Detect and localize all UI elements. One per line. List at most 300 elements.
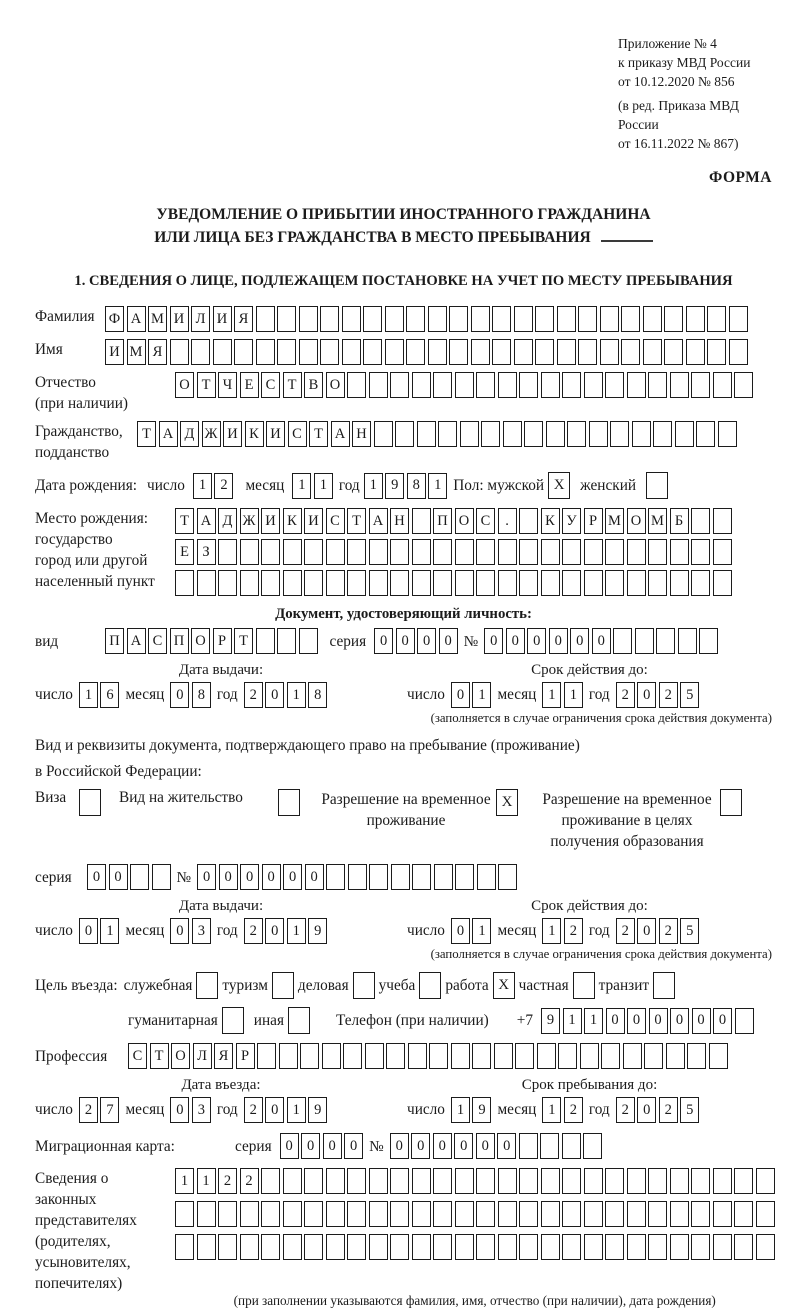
char-cell[interactable]: 0 <box>527 628 546 654</box>
char-cell[interactable]: 3 <box>192 1097 211 1123</box>
char-cell[interactable]: М <box>648 508 667 534</box>
char-cell[interactable] <box>707 306 726 332</box>
char-cell[interactable] <box>600 306 619 332</box>
char-cell[interactable]: 0 <box>637 918 656 944</box>
char-cell[interactable] <box>540 1133 559 1159</box>
char-cell[interactable]: П <box>170 628 189 654</box>
char-cell[interactable]: Т <box>197 372 216 398</box>
char-cell[interactable]: 0 <box>570 628 589 654</box>
char-cell[interactable] <box>713 1201 732 1227</box>
purpose-transit-checkbox[interactable] <box>653 972 675 999</box>
char-cell[interactable] <box>476 372 495 398</box>
char-cell[interactable] <box>643 339 662 365</box>
char-cell[interactable]: 0 <box>197 864 216 890</box>
char-cell[interactable] <box>347 570 366 596</box>
char-cell[interactable] <box>412 1201 431 1227</box>
char-cell[interactable] <box>455 372 474 398</box>
char-cell[interactable] <box>175 1234 194 1260</box>
char-cell[interactable]: И <box>105 339 124 365</box>
char-cell[interactable]: И <box>223 421 242 447</box>
purpose-humanitarian-checkbox[interactable] <box>222 1007 244 1034</box>
char-cell[interactable] <box>240 1234 259 1260</box>
char-cell[interactable] <box>578 306 597 332</box>
char-cell[interactable] <box>322 1043 341 1069</box>
char-cell[interactable] <box>756 1168 775 1194</box>
char-cell[interactable] <box>218 570 237 596</box>
visa-checkbox[interactable] <box>79 789 101 816</box>
char-cell[interactable] <box>584 570 603 596</box>
char-cell[interactable] <box>428 306 447 332</box>
char-cell[interactable] <box>699 628 718 654</box>
char-cell[interactable]: 2 <box>616 1097 635 1123</box>
char-cell[interactable] <box>455 1201 474 1227</box>
char-cell[interactable]: 1 <box>563 1008 582 1034</box>
char-cell[interactable] <box>326 539 345 565</box>
char-cell[interactable] <box>514 306 533 332</box>
char-cell[interactable]: 1 <box>564 682 583 708</box>
char-cell[interactable]: М <box>605 508 624 534</box>
char-cell[interactable]: Т <box>137 421 156 447</box>
char-cell[interactable] <box>713 570 732 596</box>
char-cell[interactable]: И <box>261 508 280 534</box>
char-cell[interactable] <box>627 539 646 565</box>
char-cell[interactable]: У <box>562 508 581 534</box>
char-cell[interactable] <box>433 539 452 565</box>
char-cell[interactable]: 8 <box>308 682 327 708</box>
char-cell[interactable]: 0 <box>79 918 98 944</box>
char-cell[interactable] <box>648 1168 667 1194</box>
char-cell[interactable] <box>632 421 651 447</box>
char-cell[interactable] <box>299 628 318 654</box>
char-cell[interactable] <box>541 539 560 565</box>
char-cell[interactable]: 1 <box>79 682 98 708</box>
char-cell[interactable] <box>718 421 737 447</box>
char-cell[interactable] <box>369 864 388 890</box>
char-cell[interactable] <box>342 306 361 332</box>
char-cell[interactable] <box>408 1043 427 1069</box>
char-cell[interactable]: 2 <box>244 682 263 708</box>
char-cell[interactable] <box>369 1234 388 1260</box>
char-cell[interactable]: 0 <box>265 1097 284 1123</box>
char-cell[interactable] <box>519 570 538 596</box>
char-cell[interactable] <box>648 372 667 398</box>
char-cell[interactable]: Я <box>214 1043 233 1069</box>
char-cell[interactable] <box>412 372 431 398</box>
char-cell[interactable] <box>326 1168 345 1194</box>
char-cell[interactable]: 8 <box>407 473 426 499</box>
char-cell[interactable] <box>635 628 654 654</box>
char-cell[interactable]: 3 <box>192 918 211 944</box>
char-cell[interactable] <box>524 421 543 447</box>
char-cell[interactable] <box>605 539 624 565</box>
char-cell[interactable] <box>648 539 667 565</box>
char-cell[interactable] <box>519 539 538 565</box>
char-cell[interactable]: 0 <box>396 628 415 654</box>
char-cell[interactable] <box>433 570 452 596</box>
char-cell[interactable] <box>304 1201 323 1227</box>
char-cell[interactable] <box>498 1168 517 1194</box>
char-cell[interactable]: И <box>266 421 285 447</box>
char-cell[interactable] <box>541 1201 560 1227</box>
char-cell[interactable]: С <box>476 508 495 534</box>
char-cell[interactable] <box>584 372 603 398</box>
char-cell[interactable] <box>256 306 275 332</box>
char-cell[interactable] <box>535 306 554 332</box>
char-cell[interactable]: 0 <box>323 1133 342 1159</box>
char-cell[interactable]: 0 <box>637 682 656 708</box>
residence-permit-checkbox[interactable] <box>278 789 300 816</box>
char-cell[interactable]: 0 <box>649 1008 668 1034</box>
char-cell[interactable] <box>707 339 726 365</box>
char-cell[interactable]: 0 <box>692 1008 711 1034</box>
char-cell[interactable] <box>691 1168 710 1194</box>
char-cell[interactable]: Т <box>150 1043 169 1069</box>
char-cell[interactable] <box>691 570 710 596</box>
char-cell[interactable] <box>406 306 425 332</box>
char-cell[interactable] <box>562 539 581 565</box>
char-cell[interactable] <box>600 339 619 365</box>
char-cell[interactable] <box>347 1201 366 1227</box>
char-cell[interactable] <box>713 1234 732 1260</box>
char-cell[interactable]: И <box>304 508 323 534</box>
char-cell[interactable]: 1 <box>100 918 119 944</box>
char-cell[interactable] <box>391 864 410 890</box>
char-cell[interactable] <box>451 1043 470 1069</box>
char-cell[interactable]: Ф <box>105 306 124 332</box>
char-cell[interactable] <box>584 1168 603 1194</box>
char-cell[interactable] <box>218 1234 237 1260</box>
char-cell[interactable]: 2 <box>244 1097 263 1123</box>
char-cell[interactable] <box>627 1201 646 1227</box>
char-cell[interactable]: 1 <box>542 1097 561 1123</box>
char-cell[interactable] <box>283 539 302 565</box>
char-cell[interactable] <box>476 570 495 596</box>
char-cell[interactable] <box>621 306 640 332</box>
char-cell[interactable]: 2 <box>79 1097 98 1123</box>
char-cell[interactable] <box>449 339 468 365</box>
char-cell[interactable] <box>455 1234 474 1260</box>
char-cell[interactable]: З <box>197 539 216 565</box>
char-cell[interactable] <box>218 539 237 565</box>
char-cell[interactable] <box>385 339 404 365</box>
char-cell[interactable] <box>664 339 683 365</box>
char-cell[interactable]: 0 <box>484 628 503 654</box>
char-cell[interactable] <box>365 1043 384 1069</box>
purpose-study-checkbox[interactable] <box>419 972 441 999</box>
char-cell[interactable]: К <box>245 421 264 447</box>
char-cell[interactable] <box>670 372 689 398</box>
char-cell[interactable] <box>713 539 732 565</box>
char-cell[interactable] <box>347 372 366 398</box>
char-cell[interactable] <box>363 306 382 332</box>
char-cell[interactable]: 0 <box>713 1008 732 1034</box>
char-cell[interactable] <box>541 372 560 398</box>
char-cell[interactable]: Я <box>148 339 167 365</box>
char-cell[interactable]: 0 <box>170 918 189 944</box>
char-cell[interactable] <box>347 1168 366 1194</box>
char-cell[interactable] <box>670 1168 689 1194</box>
char-cell[interactable] <box>557 306 576 332</box>
char-cell[interactable]: Ж <box>240 508 259 534</box>
char-cell[interactable]: 0 <box>451 918 470 944</box>
char-cell[interactable]: Е <box>175 539 194 565</box>
char-cell[interactable]: 1 <box>287 682 306 708</box>
char-cell[interactable] <box>583 1133 602 1159</box>
char-cell[interactable] <box>627 372 646 398</box>
char-cell[interactable] <box>170 339 189 365</box>
char-cell[interactable] <box>541 1168 560 1194</box>
char-cell[interactable]: М <box>148 306 167 332</box>
char-cell[interactable] <box>412 508 431 534</box>
char-cell[interactable] <box>696 421 715 447</box>
char-cell[interactable]: 0 <box>265 682 284 708</box>
char-cell[interactable]: . <box>498 508 517 534</box>
char-cell[interactable]: 9 <box>308 918 327 944</box>
char-cell[interactable] <box>412 1168 431 1194</box>
char-cell[interactable]: О <box>627 508 646 534</box>
char-cell[interactable] <box>433 1201 452 1227</box>
char-cell[interactable]: 2 <box>659 918 678 944</box>
char-cell[interactable]: М <box>127 339 146 365</box>
char-cell[interactable] <box>666 1043 685 1069</box>
char-cell[interactable] <box>567 421 586 447</box>
char-cell[interactable] <box>670 539 689 565</box>
char-cell[interactable]: 0 <box>476 1133 495 1159</box>
char-cell[interactable]: 0 <box>283 864 302 890</box>
char-cell[interactable] <box>605 570 624 596</box>
char-cell[interactable]: А <box>127 628 146 654</box>
char-cell[interactable] <box>300 1043 319 1069</box>
char-cell[interactable] <box>428 339 447 365</box>
char-cell[interactable]: 6 <box>100 682 119 708</box>
char-cell[interactable]: А <box>197 508 216 534</box>
char-cell[interactable] <box>535 339 554 365</box>
char-cell[interactable]: Д <box>218 508 237 534</box>
char-cell[interactable]: 0 <box>454 1133 473 1159</box>
char-cell[interactable] <box>648 1201 667 1227</box>
char-cell[interactable] <box>240 539 259 565</box>
char-cell[interactable] <box>623 1043 642 1069</box>
char-cell[interactable] <box>240 570 259 596</box>
char-cell[interactable] <box>369 570 388 596</box>
char-cell[interactable] <box>218 1201 237 1227</box>
char-cell[interactable]: А <box>127 306 146 332</box>
char-cell[interactable]: Н <box>352 421 371 447</box>
char-cell[interactable] <box>678 628 697 654</box>
char-cell[interactable] <box>412 570 431 596</box>
char-cell[interactable]: 1 <box>584 1008 603 1034</box>
char-cell[interactable] <box>299 306 318 332</box>
char-cell[interactable] <box>557 339 576 365</box>
char-cell[interactable]: 9 <box>472 1097 491 1123</box>
char-cell[interactable]: 0 <box>439 628 458 654</box>
char-cell[interactable] <box>756 1234 775 1260</box>
char-cell[interactable] <box>656 628 675 654</box>
char-cell[interactable] <box>304 539 323 565</box>
char-cell[interactable] <box>584 539 603 565</box>
char-cell[interactable] <box>686 306 705 332</box>
char-cell[interactable] <box>691 539 710 565</box>
char-cell[interactable]: А <box>331 421 350 447</box>
char-cell[interactable] <box>562 372 581 398</box>
char-cell[interactable] <box>498 539 517 565</box>
char-cell[interactable]: 1 <box>193 473 212 499</box>
char-cell[interactable] <box>691 1201 710 1227</box>
char-cell[interactable]: В <box>304 372 323 398</box>
char-cell[interactable] <box>691 508 710 534</box>
char-cell[interactable] <box>283 1201 302 1227</box>
char-cell[interactable] <box>240 1201 259 1227</box>
char-cell[interactable]: Я <box>234 306 253 332</box>
char-cell[interactable] <box>605 1168 624 1194</box>
char-cell[interactable] <box>578 339 597 365</box>
char-cell[interactable]: 1 <box>197 1168 216 1194</box>
char-cell[interactable] <box>279 1043 298 1069</box>
char-cell[interactable] <box>670 570 689 596</box>
char-cell[interactable] <box>713 372 732 398</box>
char-cell[interactable]: 0 <box>390 1133 409 1159</box>
char-cell[interactable] <box>433 372 452 398</box>
char-cell[interactable] <box>455 539 474 565</box>
char-cell[interactable]: С <box>288 421 307 447</box>
char-cell[interactable]: 0 <box>451 682 470 708</box>
char-cell[interactable]: 0 <box>627 1008 646 1034</box>
char-cell[interactable] <box>519 508 538 534</box>
purpose-work-checkbox[interactable]: Х <box>493 972 515 999</box>
char-cell[interactable] <box>648 1234 667 1260</box>
char-cell[interactable]: 1 <box>287 1097 306 1123</box>
char-cell[interactable]: А <box>159 421 178 447</box>
char-cell[interactable]: 1 <box>314 473 333 499</box>
char-cell[interactable]: И <box>170 306 189 332</box>
char-cell[interactable]: П <box>105 628 124 654</box>
char-cell[interactable] <box>514 339 533 365</box>
char-cell[interactable]: 0 <box>265 918 284 944</box>
char-cell[interactable] <box>343 1043 362 1069</box>
char-cell[interactable]: К <box>541 508 560 534</box>
char-cell[interactable]: Л <box>191 306 210 332</box>
char-cell[interactable] <box>175 1201 194 1227</box>
char-cell[interactable] <box>197 1201 216 1227</box>
char-cell[interactable] <box>277 306 296 332</box>
place-number-blank[interactable] <box>601 227 653 242</box>
char-cell[interactable] <box>326 1201 345 1227</box>
temp-residence-edu-checkbox[interactable] <box>720 789 742 816</box>
char-cell[interactable]: Е <box>240 372 259 398</box>
char-cell[interactable] <box>385 306 404 332</box>
char-cell[interactable]: Ч <box>218 372 237 398</box>
char-cell[interactable] <box>283 1234 302 1260</box>
char-cell[interactable]: 2 <box>616 918 635 944</box>
char-cell[interactable] <box>369 1201 388 1227</box>
char-cell[interactable]: 9 <box>385 473 404 499</box>
char-cell[interactable] <box>498 1201 517 1227</box>
char-cell[interactable] <box>283 1168 302 1194</box>
char-cell[interactable] <box>519 372 538 398</box>
char-cell[interactable] <box>326 864 345 890</box>
char-cell[interactable] <box>519 1133 538 1159</box>
char-cell[interactable] <box>476 1234 495 1260</box>
char-cell[interactable] <box>438 421 457 447</box>
char-cell[interactable] <box>197 570 216 596</box>
char-cell[interactable]: 2 <box>218 1168 237 1194</box>
char-cell[interactable]: 1 <box>428 473 447 499</box>
char-cell[interactable] <box>175 570 194 596</box>
char-cell[interactable]: 0 <box>87 864 106 890</box>
purpose-tourism-checkbox[interactable] <box>272 972 294 999</box>
char-cell[interactable] <box>455 1168 474 1194</box>
char-cell[interactable]: 0 <box>549 628 568 654</box>
char-cell[interactable]: 2 <box>214 473 233 499</box>
char-cell[interactable] <box>476 539 495 565</box>
char-cell[interactable] <box>213 339 232 365</box>
char-cell[interactable] <box>455 570 474 596</box>
char-cell[interactable]: 1 <box>364 473 383 499</box>
char-cell[interactable] <box>304 1234 323 1260</box>
char-cell[interactable] <box>390 1201 409 1227</box>
char-cell[interactable] <box>369 1168 388 1194</box>
char-cell[interactable]: 0 <box>411 1133 430 1159</box>
char-cell[interactable]: Т <box>347 508 366 534</box>
char-cell[interactable]: Р <box>213 628 232 654</box>
char-cell[interactable] <box>494 1043 513 1069</box>
char-cell[interactable]: 0 <box>344 1133 363 1159</box>
purpose-official-checkbox[interactable] <box>196 972 218 999</box>
char-cell[interactable] <box>369 372 388 398</box>
char-cell[interactable] <box>515 1043 534 1069</box>
sex-female-checkbox[interactable] <box>646 472 668 499</box>
char-cell[interactable] <box>348 864 367 890</box>
char-cell[interactable] <box>734 372 753 398</box>
char-cell[interactable]: П <box>433 508 452 534</box>
char-cell[interactable] <box>374 421 393 447</box>
char-cell[interactable]: 0 <box>670 1008 689 1034</box>
char-cell[interactable]: 0 <box>433 1133 452 1159</box>
char-cell[interactable]: 0 <box>109 864 128 890</box>
purpose-private-checkbox[interactable] <box>573 972 595 999</box>
char-cell[interactable] <box>471 339 490 365</box>
char-cell[interactable]: 0 <box>262 864 281 890</box>
char-cell[interactable] <box>621 339 640 365</box>
char-cell[interactable]: О <box>455 508 474 534</box>
char-cell[interactable]: О <box>171 1043 190 1069</box>
char-cell[interactable] <box>390 539 409 565</box>
char-cell[interactable]: Т <box>309 421 328 447</box>
char-cell[interactable] <box>197 1234 216 1260</box>
char-cell[interactable] <box>580 1043 599 1069</box>
char-cell[interactable]: 0 <box>280 1133 299 1159</box>
char-cell[interactable] <box>691 1234 710 1260</box>
char-cell[interactable]: 1 <box>472 918 491 944</box>
char-cell[interactable] <box>664 306 683 332</box>
char-cell[interactable] <box>277 628 296 654</box>
char-cell[interactable]: О <box>326 372 345 398</box>
char-cell[interactable] <box>734 1234 753 1260</box>
char-cell[interactable]: И <box>213 306 232 332</box>
char-cell[interactable] <box>498 372 517 398</box>
char-cell[interactable] <box>687 1043 706 1069</box>
char-cell[interactable] <box>472 1043 491 1069</box>
char-cell[interactable] <box>498 570 517 596</box>
char-cell[interactable]: 2 <box>564 1097 583 1123</box>
char-cell[interactable] <box>130 864 149 890</box>
char-cell[interactable] <box>390 1168 409 1194</box>
char-cell[interactable] <box>390 570 409 596</box>
char-cell[interactable]: 1 <box>451 1097 470 1123</box>
char-cell[interactable] <box>455 864 474 890</box>
char-cell[interactable]: 0 <box>417 628 436 654</box>
char-cell[interactable] <box>562 1201 581 1227</box>
